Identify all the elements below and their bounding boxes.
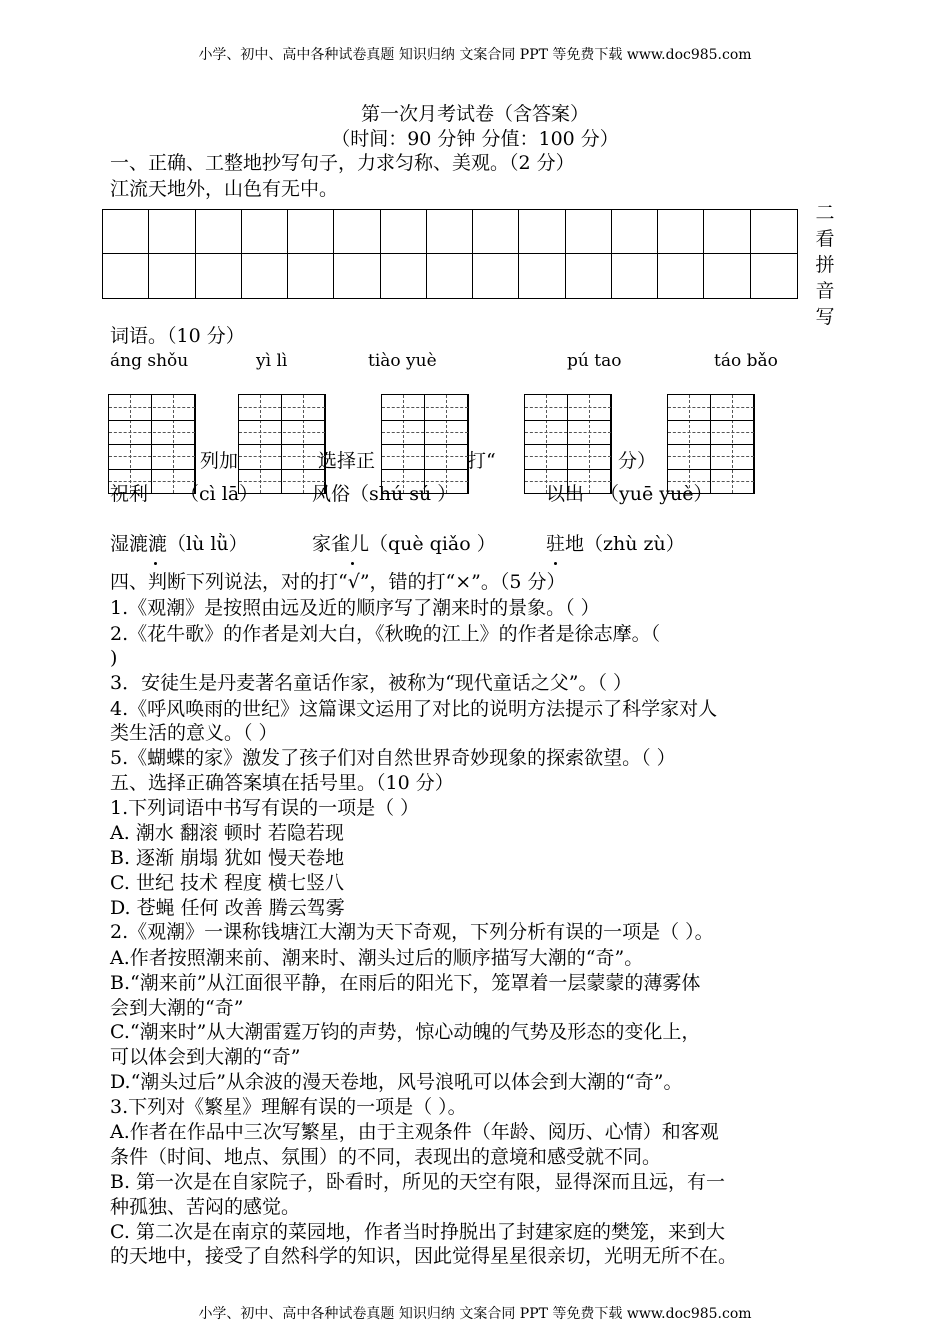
q3-fragment: 祝利: [110, 483, 149, 505]
q5-line: B.“潮来前”从江面很平静，在雨后的阳光下，笼罩着一层蒙蒙的薄雾体: [110, 972, 701, 994]
q5-line: A.作者在作品中三次写繁星，由于主观条件（年龄、阅历、心情）和客观: [110, 1121, 719, 1143]
q3-fragment: 以出: [546, 483, 585, 505]
q5-line: 会到大潮的“奇”: [110, 997, 244, 1019]
emphasis-dot: [351, 562, 354, 565]
q4-heading: 四、判断下列说法，对的打“√”，错的打“×”。（5 分）: [110, 571, 566, 593]
q3-fragment: （yuē yuè）: [600, 483, 713, 505]
q5-line: B. 第一次是在自家院子，卧看时，所见的天空有限，显得深而且远，有一: [110, 1171, 726, 1193]
q4-item: 3．安徒生是丹麦著名童话作家，被称为“现代童话之父”。（ ）: [110, 672, 633, 694]
q5-line: 种孤独、苦闷的感觉。: [110, 1196, 301, 1218]
writing-box-2[interactable]: [238, 394, 326, 494]
q5-line: C.“潮来时”从大潮雷霆万钧的声势，惊心动魄的气势及形态的变化上，: [110, 1021, 701, 1043]
q5-line: 2.《观潮》一课称钱塘江大潮为天下奇观，下列分析有误的一项是（ ）。: [110, 921, 714, 943]
pinyin-5: táo bǎo: [714, 351, 778, 371]
q3-fragment: 风俗（shú sú ）: [312, 483, 457, 505]
q2-vertical-heading: [814, 200, 836, 330]
q5-line: 1.下列词语中书写有误的一项是（ ）: [110, 797, 420, 819]
q3-fragment: 列加: [200, 450, 239, 472]
q4-item: ): [110, 647, 118, 669]
q5-line: C. 第二次是在南京的菜园地，作者当时挣脱出了封建家庭的樊笼，来到大: [110, 1221, 725, 1243]
q2-heading-tail: 词语。（10 分）: [110, 325, 245, 347]
q5-line: 的天地中，接受了自然科学的知识，因此觉得星星很亲切，光明无所不在。: [110, 1245, 738, 1267]
writing-box-1[interactable]: [108, 394, 196, 494]
q3-item: 驻地（zhù zù）: [546, 533, 685, 555]
exam-title: 第一次月考试卷（含答案）: [360, 103, 589, 125]
exam-subtitle: （时间：90 分钟 分值：100 分）: [331, 128, 619, 150]
q5-line: D.“潮头过后”从余波的漫天卷地，风号浪吼可以体会到大潮的“奇”。: [110, 1071, 683, 1093]
copy-writing-grid[interactable]: [102, 209, 798, 299]
q1-sentence: 江流天地外，山色有无中。: [110, 178, 339, 200]
q4-item: 2.《花牛歌》的作者是刘大白，《秋晚的江上》的作者是徐志摩。（: [110, 623, 661, 645]
page-footer: 小学、初中、高中各种试卷真题 知识归纳 文案合同 PPT 等免费下载 www.doc985.com: [198, 1306, 752, 1322]
q4-item: 类生活的意义。（ ）: [110, 722, 278, 744]
q5-line: C. 世纪 技术 程度 横七竖八: [110, 872, 345, 894]
q4-item: 5.《蝴蝶的家》激发了孩子们对自然世界奇妙现象的探索欲望。（ ）: [110, 747, 676, 769]
q3-fragment: 选择正: [318, 450, 376, 472]
vertical-char: 看: [815, 228, 835, 250]
q5-line: A. 潮水 翻滚 顿时 若隐若现: [110, 822, 344, 844]
q5-line: A.作者按照潮来前、潮来时、潮头过后的顺序描写大潮的“奇”。: [110, 947, 644, 969]
writing-box-3[interactable]: [381, 394, 469, 494]
q4-item: 4.《呼风唤雨的世纪》这篇课文运用了对比的说明方法提示了科学家对人: [110, 698, 718, 720]
vertical-char: 拼: [815, 254, 835, 276]
q3-fragment: 分）: [618, 450, 657, 472]
pinyin-2: yì lì: [256, 351, 288, 371]
q5-line: B. 逐渐 崩塌 犹如 慢天卷地: [110, 847, 345, 869]
q3-item: 湿漉漉（lù lǜ）: [110, 533, 248, 555]
q1-heading: 一、正确、工整地抄写句子，力求匀称、美观。（2 分）: [110, 152, 575, 174]
q5-line: 可以体会到大潮的“奇”: [110, 1046, 301, 1068]
writing-box-5[interactable]: [667, 394, 755, 494]
q5-line: 3.下列对《繁星》理解有误的一项是（ ）。: [110, 1096, 467, 1118]
emphasis-dot: [154, 562, 157, 565]
pinyin-4: pú tao: [567, 351, 622, 371]
q5-heading: 五、选择正确答案填在括号里。（10 分）: [110, 772, 454, 794]
vertical-char: 音: [815, 280, 835, 302]
pinyin-1: áng shǒu: [110, 351, 189, 371]
q4-item: 1.《观潮》是按照由远及近的顺序写了潮来时的景象。（ ）: [110, 597, 600, 619]
vertical-char: 二: [815, 202, 835, 224]
q5-line: 条件（时间、地点、氛围）的不同，表现出的意境和感受就不同。: [110, 1146, 662, 1168]
q3-fragment: （cì lā）: [180, 483, 259, 505]
writing-box-4[interactable]: [524, 394, 612, 494]
q5-line: D. 苍蝇 任何 改善 腾云驾雾: [110, 897, 345, 919]
q3-fragment: 打“: [467, 450, 496, 472]
page-header: 小学、初中、高中各种试卷真题 知识归纳 文案合同 PPT 等免费下载 www.doc985.com: [198, 47, 752, 63]
vertical-char: 写: [815, 306, 835, 328]
q3-item: 家雀儿（què qiǎo ）: [312, 533, 496, 555]
pinyin-3: tiào yuè: [368, 351, 437, 371]
emphasis-dot: [554, 562, 557, 565]
